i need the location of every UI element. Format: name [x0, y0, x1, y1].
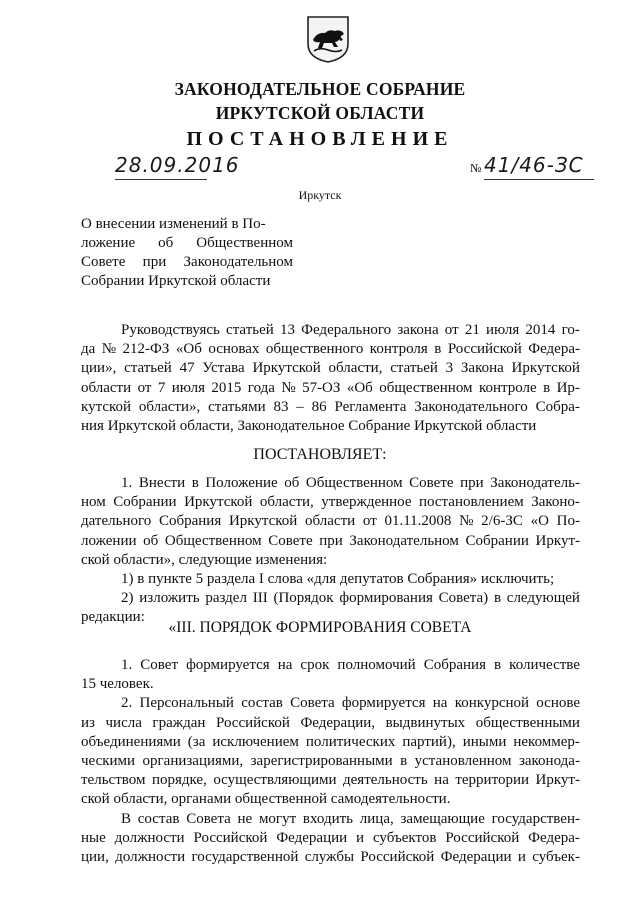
paragraph-line	[81, 694, 580, 713]
word: 2015	[211, 379, 242, 396]
word: ные	[81, 829, 106, 846]
word: Положение	[205, 475, 278, 491]
word: III	[252, 590, 268, 607]
word: постановлением	[419, 494, 524, 511]
word: деятельность	[343, 772, 428, 789]
word: Федера-	[528, 829, 580, 846]
word: из	[81, 714, 95, 731]
word: кутской	[81, 398, 132, 415]
word: «Об	[175, 341, 202, 358]
word: области,	[259, 494, 314, 511]
word: (за	[187, 733, 206, 750]
word: должности	[115, 848, 186, 865]
word: ческими	[81, 752, 136, 769]
word: ном	[81, 494, 106, 511]
word: Руководствуясь	[121, 322, 220, 338]
subject-line: Собрании Иркутской области	[81, 273, 271, 289]
word: об	[143, 532, 159, 549]
word: Совета	[290, 695, 335, 712]
word: Российской	[447, 341, 522, 358]
word: Иркутской	[252, 360, 321, 377]
paragraph-line	[81, 532, 580, 551]
word: №	[281, 379, 296, 396]
word: при	[319, 532, 343, 549]
word: Федерации	[276, 829, 348, 846]
city-name: Иркутск	[298, 188, 342, 202]
word: Законодатель-	[490, 475, 580, 491]
word: ции»,	[81, 360, 117, 377]
paragraph-line	[81, 589, 580, 608]
word: службы	[304, 848, 355, 865]
word: Иркут-	[535, 532, 580, 549]
word: общественном	[379, 379, 473, 396]
word: №	[459, 513, 474, 530]
word: 01.11.2008	[384, 513, 452, 530]
paragraph-line	[81, 848, 580, 867]
word: Совет	[140, 657, 179, 673]
word: 212-ФЗ	[122, 341, 170, 358]
paragraph-line: редакции:	[81, 609, 145, 626]
number-sign: №	[470, 161, 482, 175]
word: от	[137, 379, 152, 396]
word: срок	[300, 657, 330, 673]
word: общественными	[475, 714, 580, 731]
word: Регламента	[334, 398, 407, 415]
section-paragraphs	[81, 656, 580, 867]
word: области,	[328, 360, 383, 377]
word: зарегистрированными	[250, 752, 393, 769]
word: Общественном	[164, 532, 262, 549]
word: дательного	[81, 513, 152, 530]
word: Иркутской	[184, 494, 253, 511]
word: Иркут-	[535, 772, 580, 789]
word: формируется	[186, 657, 270, 673]
word: на	[434, 772, 449, 789]
document-date-field	[115, 153, 240, 180]
word: да	[81, 341, 96, 358]
word: об	[158, 235, 174, 251]
word: государствен-	[491, 810, 580, 827]
word: «Об	[346, 379, 373, 396]
word: 2/6-ЗС	[481, 513, 523, 530]
word: 21	[464, 322, 480, 338]
word: состав	[137, 810, 180, 827]
word: должности	[114, 829, 185, 846]
word: области	[81, 379, 132, 396]
word: законода-	[518, 752, 580, 769]
paragraph-line	[81, 714, 580, 733]
word: и	[517, 848, 526, 865]
word: №	[101, 341, 117, 358]
preamble-paragraph	[81, 321, 580, 436]
word: В	[121, 810, 132, 827]
handwritten-number: 41/46-ЗС	[484, 153, 584, 177]
word: об	[284, 475, 300, 491]
word: «О	[530, 513, 549, 530]
word: иными	[462, 733, 507, 750]
word: от	[362, 513, 377, 530]
word: формирования	[339, 590, 433, 607]
paragraph-line	[81, 398, 580, 417]
resolves-heading: ПОСТАНОВЛЯЕТ:	[253, 446, 387, 463]
paragraph-line: ской области», следующие изменения:	[81, 551, 328, 568]
word: Законодательного	[414, 398, 528, 415]
word: раздел	[205, 590, 247, 607]
word: субъектов	[372, 829, 437, 846]
word: –	[296, 398, 304, 415]
word: основе	[536, 695, 580, 712]
paragraph-line	[81, 810, 580, 829]
word: Собрании	[465, 532, 529, 549]
item1-paragraph	[81, 474, 580, 628]
word: закона	[397, 322, 439, 338]
word: Совета)	[438, 590, 489, 607]
word: выдвинутых	[385, 714, 466, 731]
word: организациями,	[142, 752, 244, 769]
word: могут	[258, 810, 297, 827]
word: 2014	[525, 322, 556, 338]
word: Российской	[193, 829, 268, 846]
word: июля	[486, 322, 520, 338]
word: Федера-	[528, 341, 580, 358]
word: в	[434, 341, 442, 358]
word: Федерации	[440, 848, 512, 865]
word: политических	[305, 733, 396, 750]
paragraph-line	[81, 340, 580, 359]
paragraph-line	[81, 752, 580, 771]
word: замещающие	[400, 810, 485, 827]
organization-name-line1: ЗАКОНОДАТЕЛЬНОЕ СОБРАНИЕ	[174, 79, 466, 99]
word: граждан	[152, 714, 206, 731]
word: Закона	[460, 360, 504, 377]
word: следующей	[506, 590, 580, 607]
word: общественного	[265, 341, 364, 358]
word: в	[494, 657, 502, 673]
word: при	[460, 475, 484, 491]
word: полномочий	[337, 657, 416, 673]
word: некоммер-	[513, 733, 580, 750]
word: лица,	[359, 810, 394, 827]
word: изложить	[139, 590, 200, 607]
word: в	[400, 752, 408, 769]
word: статьей	[226, 322, 274, 338]
word: Общественном	[196, 235, 293, 251]
paragraph-line	[81, 379, 580, 398]
word: 13	[279, 322, 295, 338]
word: Федерации,	[300, 714, 376, 731]
word: Собрания	[158, 513, 222, 530]
section-title: «III. ПОРЯДОК ФОРМИРОВАНИЯ СОВЕТА	[168, 619, 472, 636]
word: 83	[273, 398, 289, 415]
word: партий),	[402, 733, 456, 750]
word: 1.	[121, 657, 133, 673]
word: при	[142, 254, 167, 270]
word: Собра-	[535, 398, 580, 415]
word: осуществляющими	[213, 772, 337, 789]
paragraph-line	[81, 321, 580, 340]
organization-name-line2: ИРКУТСКОЙ ОБЛАСТИ	[215, 103, 425, 123]
word: количестве	[509, 657, 580, 673]
word: Внести	[138, 475, 186, 491]
word: Совете	[268, 532, 313, 549]
word: ложении	[81, 532, 137, 549]
word: в	[191, 475, 199, 491]
word: Совета	[186, 810, 231, 827]
word: контроля	[369, 341, 428, 358]
word: исключением	[212, 733, 299, 750]
word: По-	[556, 513, 580, 530]
word: Ир-	[556, 379, 580, 396]
word: от	[444, 322, 459, 338]
word: территории	[455, 772, 529, 789]
word: статьей	[124, 360, 172, 377]
paragraph-line	[81, 771, 580, 790]
handwritten-date: 28.09.2016	[115, 153, 240, 177]
coat-of-arms-emblem	[305, 14, 351, 64]
word: и	[356, 829, 365, 846]
word: тельством	[81, 772, 146, 789]
word: области»,	[138, 398, 201, 415]
word: Совете	[409, 475, 454, 491]
word: на	[432, 695, 448, 712]
word: Совете	[81, 254, 126, 270]
word: в	[543, 379, 551, 396]
paragraph-line	[81, 829, 580, 848]
word: статьей	[390, 360, 438, 377]
word: Законодательном	[349, 532, 459, 549]
word: 47	[179, 360, 195, 377]
word: 2.	[121, 695, 133, 712]
word: области	[305, 513, 356, 530]
word: Российской	[215, 714, 290, 731]
word: года	[247, 379, 275, 396]
paragraph-line	[81, 493, 580, 512]
word: статьями	[208, 398, 266, 415]
subject-line: О внесении изменений в По-	[81, 216, 266, 232]
word: Иркутской	[511, 360, 580, 377]
word: утвержденное	[321, 494, 412, 511]
word: 57-ОЗ	[302, 379, 341, 396]
word: Общественном	[305, 475, 403, 491]
word: порядке,	[151, 772, 207, 789]
paragraph-line: 15 человек.	[81, 676, 154, 693]
subject-line	[81, 253, 293, 272]
word: Собрании	[113, 494, 177, 511]
document-subject	[81, 215, 293, 291]
word: входить	[302, 810, 354, 827]
paragraph-line	[81, 359, 580, 378]
word: июля	[171, 379, 205, 396]
word: 1.	[121, 475, 133, 491]
paragraph-line: ской области, органами общественной самодеятельности.	[81, 791, 451, 808]
word: Законодательном	[183, 254, 293, 270]
word: ции,	[81, 848, 109, 865]
word: 86	[311, 398, 327, 415]
word: конкурсной	[454, 695, 530, 712]
word: Устава	[202, 360, 245, 377]
word: Федерального	[301, 322, 392, 338]
word: Собрания	[423, 657, 486, 673]
word: (Порядок	[273, 590, 334, 607]
word: государственной	[191, 848, 299, 865]
word: ложение	[81, 235, 136, 251]
paragraph-line	[81, 733, 580, 752]
word: Российской	[360, 848, 435, 865]
paragraph-line	[81, 656, 580, 675]
word: Иркутской	[228, 513, 298, 530]
word: не	[237, 810, 253, 827]
word: 7	[157, 379, 166, 396]
word: Законо-	[531, 494, 580, 511]
word: го-	[561, 322, 580, 338]
word: состав	[241, 695, 283, 712]
word: установленном	[414, 752, 512, 769]
paragraph-line	[81, 474, 580, 493]
word: числа	[105, 714, 142, 731]
word: объединениями	[81, 733, 181, 750]
paragraph-line	[81, 512, 580, 531]
paragraph-line: ния Иркутской области, Законодательное Собрание Иркутской области	[81, 417, 537, 434]
word: в	[493, 590, 502, 607]
subject-line	[81, 234, 293, 253]
paragraph-line: 1) в пункте 5 раздела I слова «для депутатов Собрания» исключить;	[121, 570, 555, 587]
word: субъек-	[532, 848, 580, 865]
word: контроле	[478, 379, 537, 396]
word: Российской	[445, 829, 520, 846]
word: 3	[445, 360, 454, 377]
word: на	[277, 657, 293, 673]
word: 2)	[121, 590, 134, 607]
number-underline	[484, 153, 594, 180]
word: формируется	[341, 695, 426, 712]
word: основах	[208, 341, 260, 358]
document-type-title: ПОСТАНОВЛЕНИЕ	[186, 128, 454, 150]
word: Персональный	[139, 695, 234, 712]
